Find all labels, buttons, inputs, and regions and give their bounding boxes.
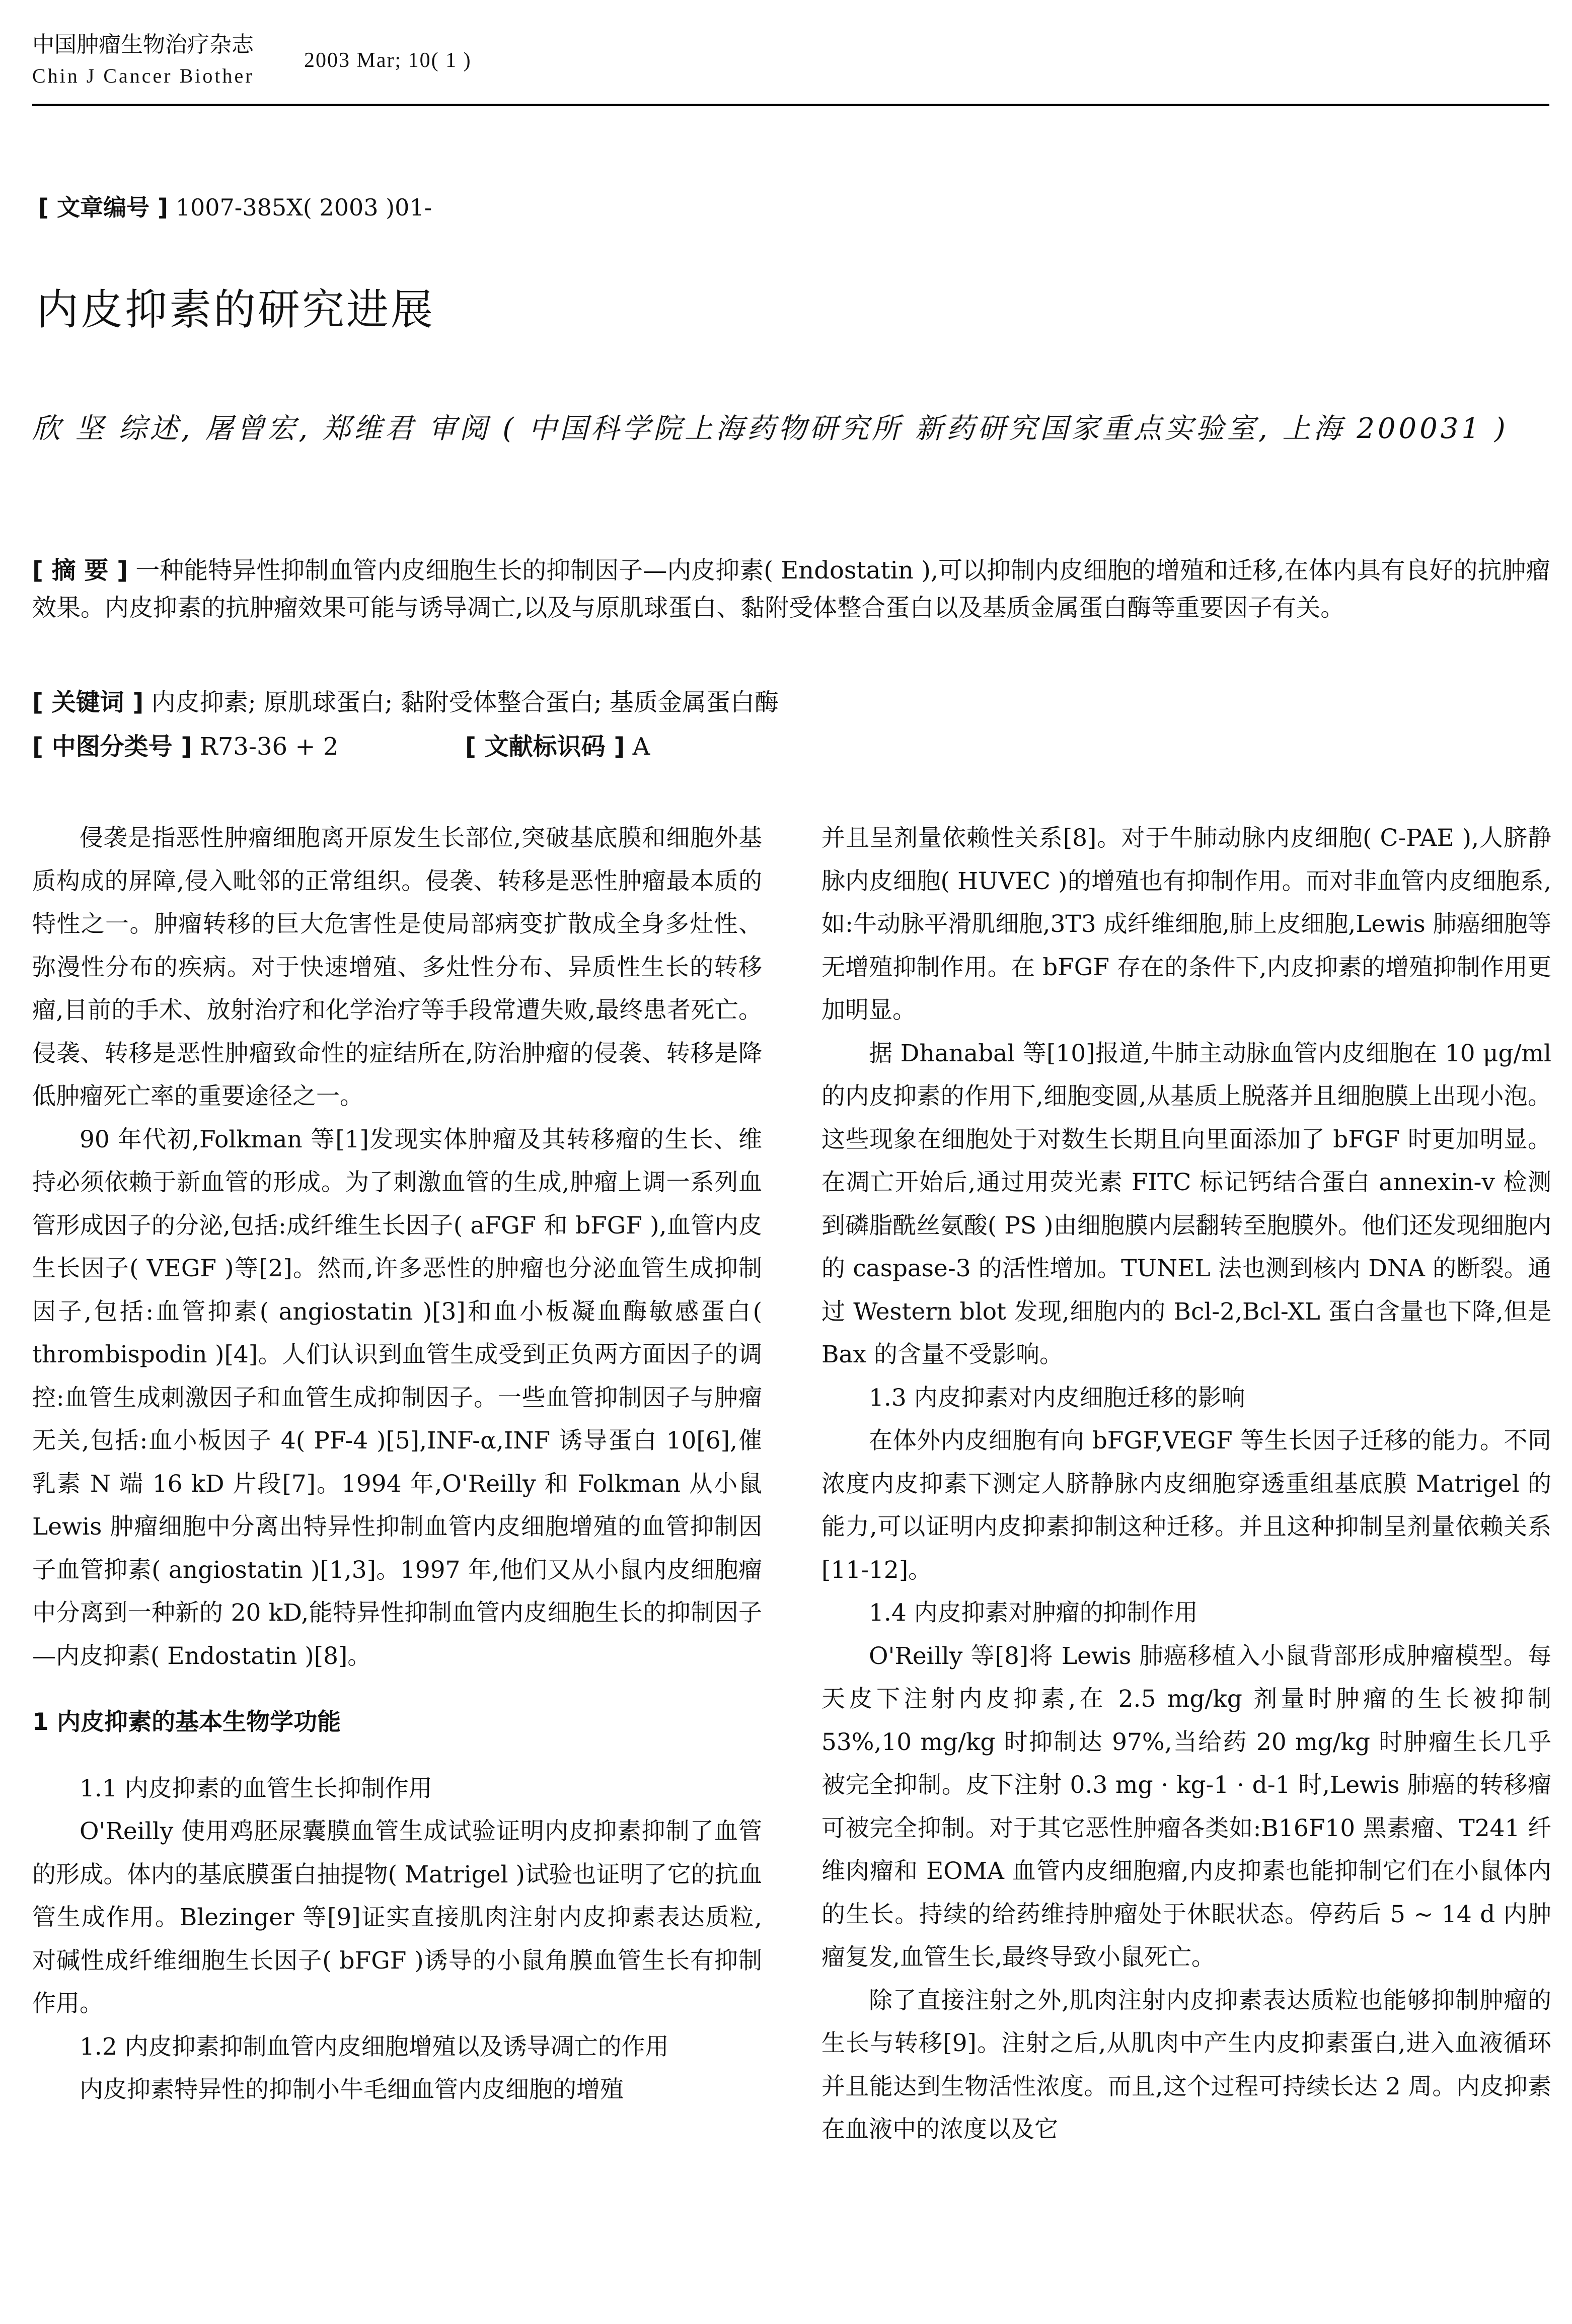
- intro-paragraph-1: 侵袭是指恶性肿瘤细胞离开原发生长部位,突破基底膜和细胞外基质构成的屏障,侵入毗邻的正常组织。侵袭、转移是恶性肿瘤最本质的特性之一。肿瘤转移的巨大危害性是使局部病变扩散成全身多灶性、弥漫性分布的疾病。对于快速增殖、多灶性分布、异质性生长的转移瘤,目前的手术、放射治疗和化学治疗等手段常遭失败,最终患者死亡。侵袭、转移是恶性肿瘤致命性的症结所在,防治肿瘤的侵袭、转移是降低肿瘤死亡率的重要途径之一。: [32, 824, 762, 1110]
- section-1-3-paragraph: 在体外内皮细胞有向 bFGF,VEGF 等生长因子迁移的能力。不同浓度内皮抑素下测定人脐静脉内皮细胞穿透重组基底膜 Matrigel 的能力,可以证明内皮抑素抑制这种迁移。并且这种抑制呈剂量依赖关系[11-12]。: [821, 1427, 1551, 1584]
- classification-label: [ 中图分类号 ]: [32, 733, 192, 761]
- running-header: [32, 29, 254, 92]
- section-heading-1: 1 内皮抑素的基本生物学功能: [32, 1708, 341, 1736]
- intro-paragraph-2: 90 年代初,Folkman 等[1]发现实体肿瘤及其转移瘤的生长、维持必须依赖于新血管的形成。为了刺激血管的生成,肿瘤上调一系列血管形成因子的分泌,包括:成纤维生长因子( aFGF 和 bFGF ),血管内皮生长因子( VEGF )等[2]。然而,许多恶性的肿瘤也分泌血管生成抑制因子,包括:血管抑素( angiostatin )[3]和血小板凝血酶敏感蛋白( thrombispodin )[4]。人们认识到血管生成受到正负两方面因子的调控:血管生成刺激因子和血管生成抑制因子。一些血管抑制因子与肿瘤无关,包括:血小板因子 4( PF-4 )[5],INF-α,INF 诱导蛋白 10[6],催乳素 N 端 16 kD 片段[7]。1994 年,O'Reilly 和 Folkman 从小鼠 Lewis 肿瘤细胞中分离出特异性抑制血管内皮细胞增殖的血管抑制因子血管抑素( angiostatin )[1,3]。1997 年,他们又从小鼠内皮细胞瘤中分离到一种新的 20 kD,能特异性抑制血管内皮细胞生长的抑制因子—内皮抑素( Endostatin )[8]。: [32, 1125, 762, 1670]
- classification: [32, 728, 1552, 765]
- journal-name-en: Chin J Cancer Biother: [32, 64, 254, 87]
- article-number-label: [ 文章编号 ]: [38, 194, 169, 221]
- right-column: [821, 817, 1551, 2151]
- classification-value: R73-36 + 2: [199, 733, 339, 761]
- section-1-4-paragraph-1: O'Reilly 等[8]将 Lewis 肺癌移植入小鼠背部形成肿瘤模型。每天皮下注射内皮抑素,在 2.5 mg/kg 剂量时肿瘤的生长被抑制 53%,10 mg/kg 时抑制达 97%,当给药 20 mg/kg 时肿瘤生长几乎被完全抑制。皮下注射 0.3 mg · kg-1 · d-1 时,Lewis 肺癌的转移瘤可被完全抑制。对于其它恶性肿瘤各类如:B16F10 黑素瘤、T241 纤维肉瘤和 EOMA 血管内皮细胞瘤,内皮抑素也能抑制它们在小鼠体内的生长。持续的给药维持肿瘤处于休眠状态。停药后 5 ~ 14 d 内肿瘤复发,血管生长,最终导致小鼠死亡。: [821, 1642, 1551, 1971]
- subsection-heading-1-1: 1.1 内皮抑素的血管生长抑制作用: [80, 1774, 432, 1802]
- section-1-2-paragraph: 内皮抑素特异性的抑制小牛毛细血管内皮细胞的增殖: [80, 2076, 624, 2103]
- abstract-text: 一种能特异性抑制血管内皮细胞生长的抑制因子—内皮抑素( Endostatin ),可以抑制内皮细胞的增殖和迁移,在体内具有良好的抗肿瘤效果。内皮抑素的抗肿瘤效果可能与诱导凋亡,以及与原肌球蛋白、黏附受体整合蛋白以及基质金属蛋白酶等重要因子有关。: [32, 556, 1550, 622]
- journal-name-cn: 中国肿瘤生物治疗杂志: [32, 32, 254, 57]
- section-1-2-paragraph-2: 据 Dhanabal 等[10]报道,牛肺主动脉血管内皮细胞在 10 μg/ml 的内皮抑素的作用下,细胞变圆,从基质上脱落并且细胞膜上出现小泡。这些现象在细胞处于对数生长期且向里面添加了 bFGF 时更加明显。在凋亡开始后,通过用荧光素 FITC 标记钙结合蛋白 annexin-v 检测到磷脂酰丝氨酸( PS )由细胞膜内层翻转至胞膜外。他们还发现细胞内的 caspase-3 的活性增加。TUNEL 法也测到核内 DNA 的断裂。通过 Western blot 发现,细胞内的 Bcl-2,Bcl-XL 蛋白含量也下降,但是 Bax 的含量不受影响。: [821, 1039, 1551, 1368]
- keywords-text: 内皮抑素; 原肌球蛋白; 黏附受体整合蛋白; 基质金属蛋白酶: [151, 688, 779, 716]
- subsection-heading-1-4: 1.4 内皮抑素对肿瘤的抑制作用: [869, 1599, 1198, 1627]
- subsection-heading-1-2: 1.2 内皮抑素抑制血管内皮细胞增殖以及诱导凋亡的作用: [80, 2032, 669, 2061]
- document-code: [465, 728, 650, 765]
- article-number-value: 1007-385X( 2003 )01-: [175, 194, 432, 221]
- document-code-value: A: [632, 733, 650, 761]
- section-1-1-paragraph: O'Reilly 使用鸡胚尿囊膜血管生成试验证明内皮抑素抑制了血管的形成。体内的基底膜蛋白抽提物( Matrigel )试验也证明了它的抗血管生成作用。Blezinger 等[9]证实直接肌肉注射内皮抑素表达质粒,对碱性成纤维细胞生长因子( bFGF )诱导的小鼠角膜血管生长有抑制作用。: [32, 1818, 762, 2017]
- header-rule: [32, 104, 1549, 106]
- author-line: 欣 坚 综述, 屠曾宏, 郑维君 审阅 ( 中国科学院上海药物研究所 新药研究国家重点实验室, 上海 200031 ): [32, 412, 1509, 445]
- section-1-2-continued: 并且呈剂量依赖性关系[8]。对于牛肺动脉内皮细胞( C-PAE ),人脐静脉内皮细胞( HUVEC )的增殖也有抑制作用。而对非血管内皮细胞系,如:牛动脉平滑肌细胞,3T3 成纤维细胞,肺上皮细胞,Lewis 肺癌细胞等无增殖抑制作用。在 bFGF 存在的条件下,内皮抑素的增殖抑制作用更加明显。: [821, 824, 1551, 1024]
- keywords: [32, 684, 1552, 721]
- abstract: [32, 552, 1552, 626]
- section-1-4-paragraph-2: 除了直接注射之外,肌肉注射内皮抑素表达质粒也能够抑制肿瘤的生长与转移[9]。注射之后,从肌肉中产生内皮抑素蛋白,进入血液循环并且能达到生物活性浓度。而且,这个过程可持续长达 2 周。内皮抑素在血液中的浓度以及它: [821, 1986, 1551, 2143]
- document-code-label: [ 文献标识码 ]: [465, 733, 625, 761]
- left-column: [32, 817, 762, 2112]
- article-number: [38, 192, 432, 223]
- abstract-label: [ 摘 要 ]: [32, 556, 128, 585]
- article-title: 内皮抑素的研究进展: [36, 285, 435, 334]
- journal-issue: 2003 Mar; 10( 1 ): [304, 49, 472, 72]
- keywords-label: [ 关键词 ]: [32, 688, 144, 716]
- subsection-heading-1-3: 1.3 内皮抑素对内皮细胞迁移的影响: [869, 1384, 1245, 1412]
